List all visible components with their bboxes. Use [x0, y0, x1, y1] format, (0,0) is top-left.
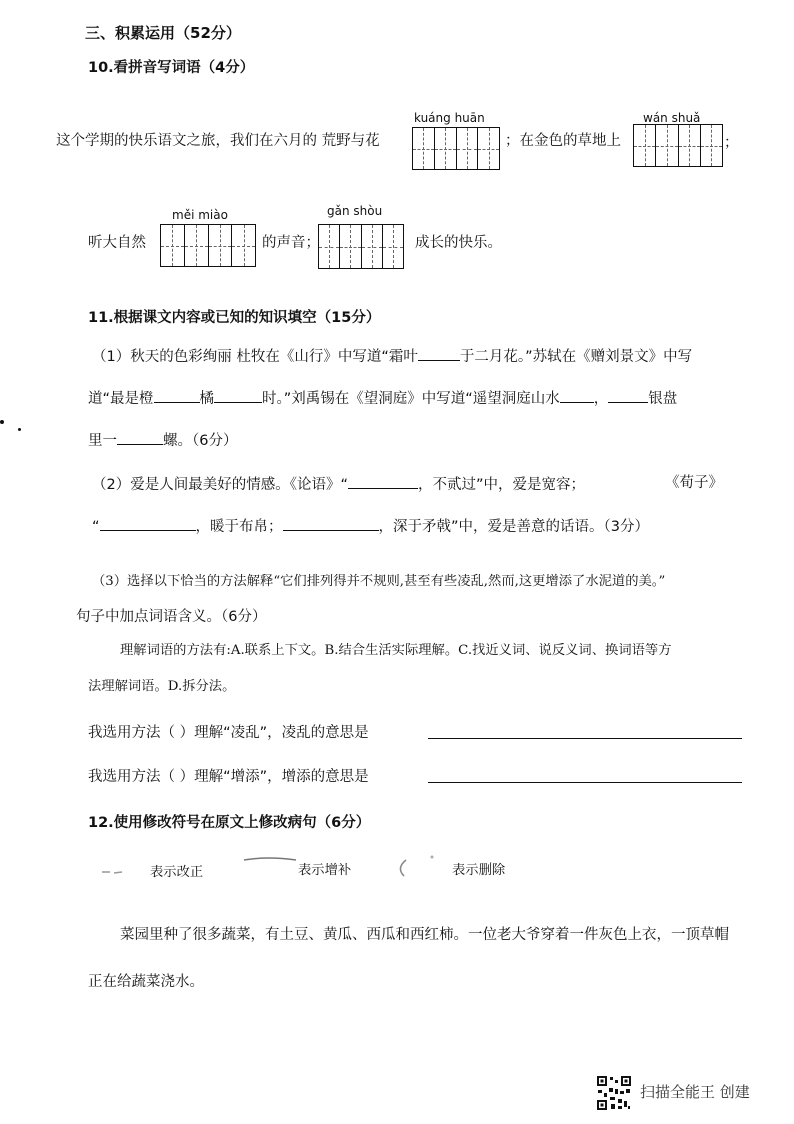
q11-answer-1-label: 我选用方法（ ）理解“凌乱”，凌乱的意思是	[88, 725, 369, 741]
q11-answer-2-label: 我选用方法（ ）理解“增添”，增添的意思是	[88, 769, 369, 785]
question-12-title: 12.使用修改符号在原文上修改病句（6分）	[88, 815, 371, 831]
symbol-correct-label: 表示改正	[150, 865, 204, 880]
q10-line2-text-c: 成长的快乐。	[415, 235, 502, 251]
q10-line1-text: 这个学期的快乐语文之旅，我们在六月的 荒野与花	[56, 133, 380, 149]
q10-line2-text-b: 的声音；	[262, 235, 320, 251]
answer-grid-wan-shua[interactable]	[633, 124, 723, 167]
question-11-title: 11.根据课文内容或已知的知识填空（15分）	[88, 310, 381, 326]
blank[interactable]	[560, 390, 594, 403]
q10-line1-text-c: ；	[724, 135, 739, 151]
edge-dot	[0, 420, 4, 424]
q12-sentence-line2: 正在给蔬菜浇水。	[88, 974, 204, 990]
insertion-mark-icon	[240, 852, 300, 872]
q10-line2-text: 听大自然	[88, 235, 146, 251]
qr-code-icon	[596, 1075, 632, 1111]
answer-grid-gan-shou[interactable]	[318, 224, 404, 269]
blank[interactable]	[418, 348, 460, 361]
q11-answer-1-line[interactable]	[428, 738, 742, 739]
blank[interactable]	[608, 390, 648, 403]
blank[interactable]	[100, 518, 196, 531]
q11-answer-2-line[interactable]	[428, 782, 742, 783]
blank[interactable]	[283, 518, 379, 531]
edge-dot	[18, 428, 21, 431]
q11-part1-line2: 道“最是橙 橘 时。”刘禹锡在《望洞庭》中写道“遥望洞庭山水 ， 银盘	[88, 391, 678, 407]
section-title: 三、积累运用（52分）	[85, 24, 241, 42]
q11-methods-line1: 理解词语的方法有:A.联系上下文。B.结合生活实际理解。C.找近义词、说反义词、换词语等方	[120, 643, 672, 658]
pinyin-mei-miao: měi miào	[172, 208, 228, 222]
q11-part3-line2: 句子中加点词语含义。（6分）	[76, 609, 267, 625]
pinyin-kuang-huan: kuáng huān	[414, 111, 485, 125]
q11-part2-line1-right: 《荀子》	[665, 475, 723, 491]
blank[interactable]	[348, 476, 418, 489]
symbol-delete-label: 表示删除	[452, 863, 506, 878]
question-10-title: 10.看拼音写词语（4分）	[88, 60, 255, 76]
blank[interactable]	[117, 432, 163, 445]
deletion-mark-icon	[392, 852, 442, 882]
answer-grid-mei-miao[interactable]	[160, 224, 256, 267]
answer-grid-kuang-huan[interactable]	[412, 127, 500, 170]
q10-line1-text-b: ；在金色的草地上	[505, 133, 621, 149]
q12-sentence-line1: 菜园里种了很多蔬菜，有土豆、黄瓜、西瓜和西红柿。一位老大爷穿着一件灰色上衣，一顶草帽	[120, 927, 729, 943]
pinyin-wan-shua: wán shuǎ	[643, 111, 701, 125]
correction-mark-icon	[100, 862, 140, 882]
symbol-insert-label: 表示增补	[298, 863, 352, 878]
q11-part3-line1: （3）选择以下恰当的方法解释“它们排列得并不规则,甚至有些凌乱,然而,这更增添了水泥道的美。”	[92, 574, 666, 589]
q11-part1-line3: 里一 螺。（6分）	[88, 433, 238, 449]
q11-methods-line2: 法理解词语。D.拆分法。	[88, 679, 236, 694]
pinyin-gan-shou: gǎn shòu	[327, 204, 383, 218]
blank[interactable]	[154, 390, 200, 403]
blank[interactable]	[214, 390, 262, 403]
scanner-watermark: 扫描全能王 创建	[640, 1083, 750, 1101]
q11-part2-line2: “ ，暖于布帛； ，深于矛戟”中，爱是善意的话语。（3分）	[92, 519, 650, 535]
q11-part2-line1: （2）爱是人间最美好的情感。《论语》“ ，不贰过”中，爱是宽容；	[92, 477, 586, 493]
q11-part1-line1: （1）秋天的色彩绚丽 杜牧在《山行》中写道“霜叶 于二月花。”苏轼在《赠刘景文》中写	[92, 349, 693, 365]
